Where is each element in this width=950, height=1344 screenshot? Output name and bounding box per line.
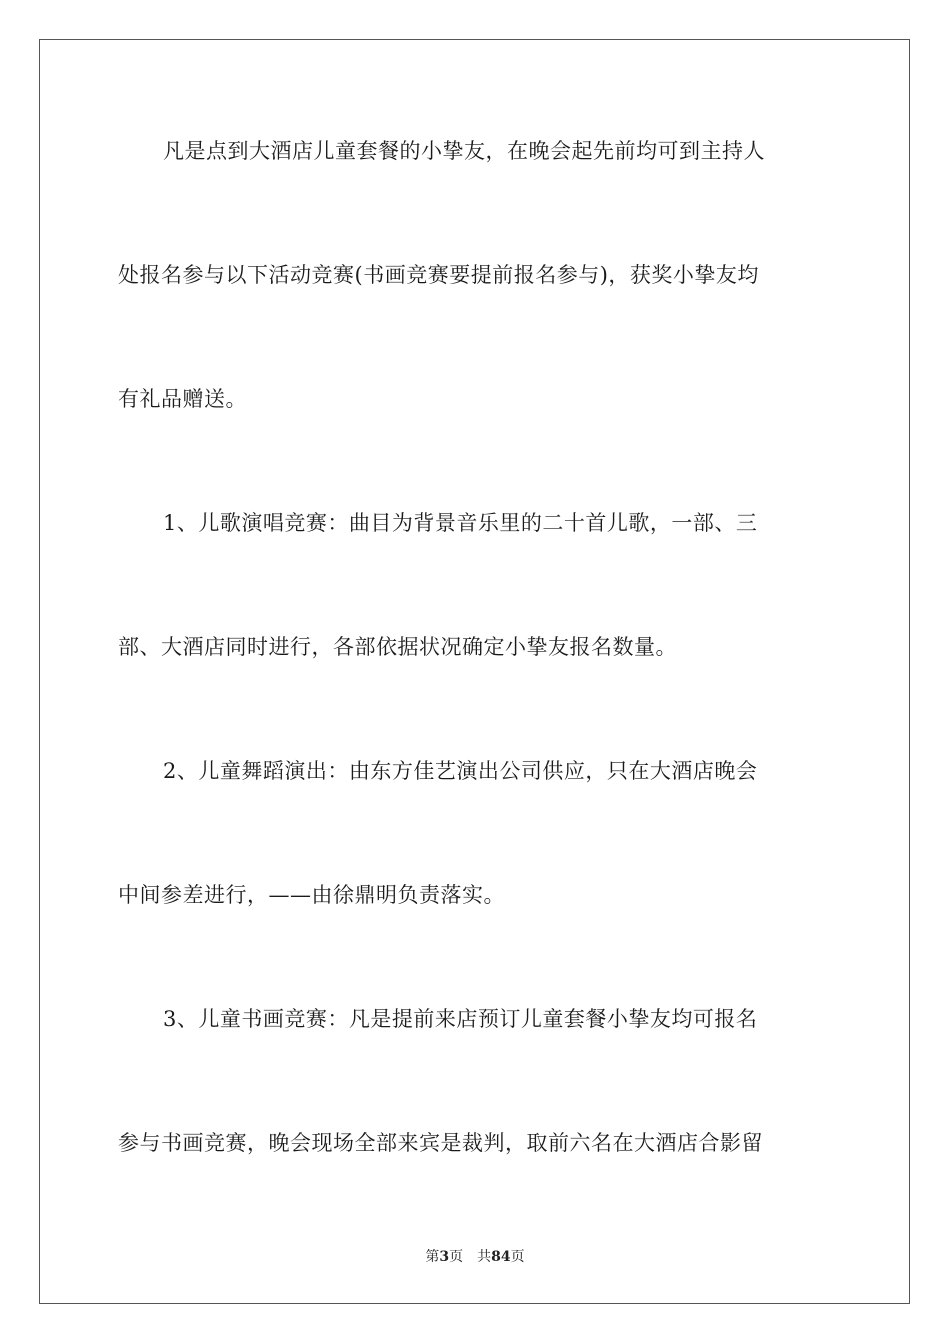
page-suffix: 页 (449, 1249, 464, 1265)
total-pages: 84 (491, 1249, 511, 1265)
page-footer (0, 1246, 950, 1266)
paragraph-line: 部、大酒店同时进行，各部依据状况确定小挚友报名数量。 (118, 635, 677, 659)
paragraph-line: 凡是点到大酒店儿童套餐的小挚友，在晚会起先前均可到主持人 (163, 139, 765, 163)
paragraph-line: 1、儿歌演唱竞赛：曲目为背景音乐里的二十首儿歌，一部、三 (163, 511, 758, 535)
page-number: 3 (439, 1249, 450, 1265)
paragraph-line: 中间参差进行，——由徐鼎明负责落实。 (118, 883, 505, 907)
paragraph-line: 处报名参与以下活动竞赛(书画竞赛要提前报名参与)，获奖小挚友均 (118, 263, 759, 287)
paragraph-line: 参与书画竞赛，晚会现场全部来宾是裁判，取前六名在大酒店合影留 (118, 1131, 763, 1155)
page-prefix: 第 (425, 1249, 440, 1265)
total-prefix: 共 (477, 1249, 492, 1265)
total-suffix: 页 (510, 1249, 525, 1265)
paragraph-line: 3、儿童书画竞赛：凡是提前来店预订儿童套餐小挚友均可报名 (163, 1007, 758, 1031)
paragraph-line: 2、儿童舞蹈演出：由东方佳艺演出公司供应，只在大酒店晚会 (163, 759, 758, 783)
page-border (39, 39, 910, 1304)
paragraph-line: 有礼品赠送。 (118, 387, 247, 411)
